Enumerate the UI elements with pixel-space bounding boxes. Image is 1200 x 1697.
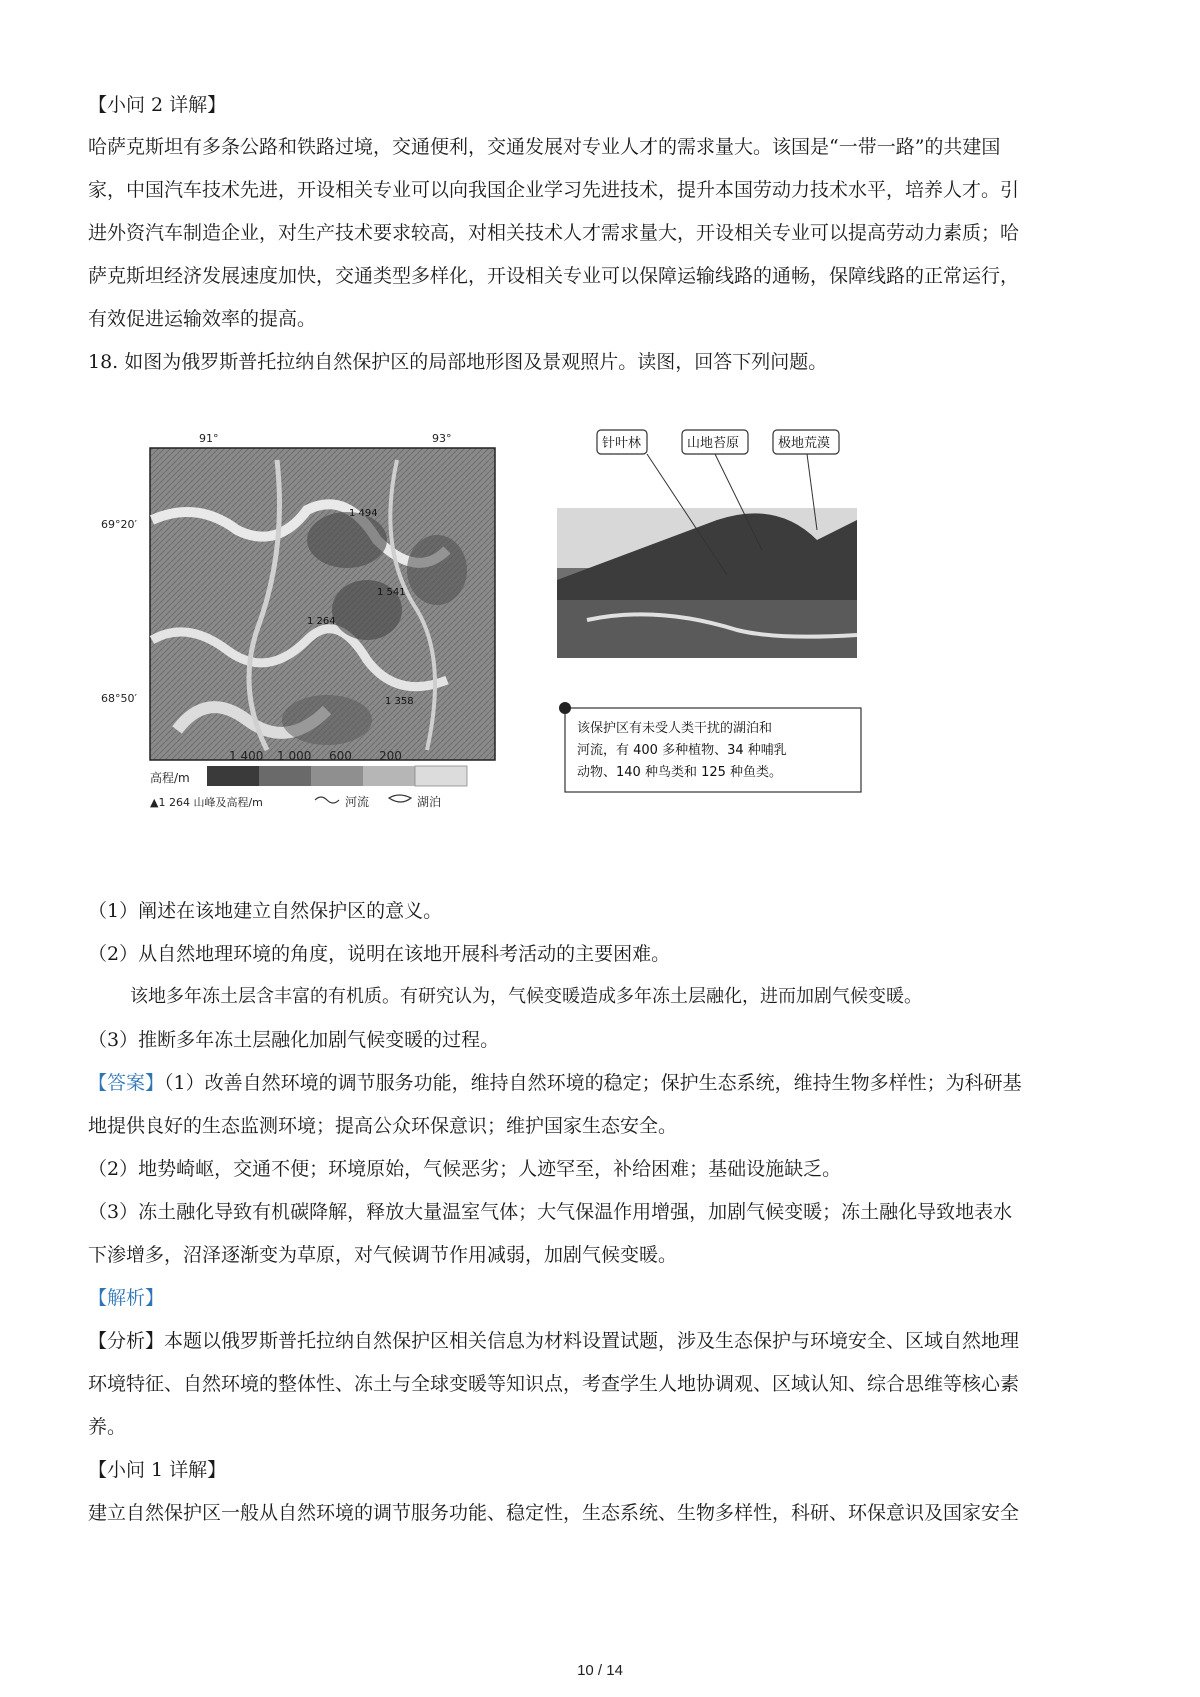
fenxi-tag: 【分析】 — [88, 1330, 165, 1352]
photo-label-polar-desert: 极地荒漠 — [778, 436, 831, 451]
figure-svg — [101, 430, 917, 870]
legend-swatch — [415, 766, 467, 786]
question-3: （3）推断多年冻土层融化加剧气候变暖的过程。 — [88, 1029, 500, 1051]
longitude-label: 93° — [432, 432, 452, 445]
latitude-label: 69°20′ — [101, 518, 137, 531]
question-1: （1）阐述在该地建立自然保护区的意义。 — [88, 900, 443, 922]
photo-label-tundra: 山地苔原 — [687, 436, 740, 451]
photo-label-conifer: 针叶林 — [602, 436, 642, 451]
legend-river-label: 河流 — [345, 795, 370, 809]
peak-elevation-label: 1 264 — [307, 616, 336, 627]
legend-value: 1 400 — [229, 749, 264, 763]
peak-area — [407, 535, 467, 605]
analysis-line: 建立自然保护区一般从自然环境的调节服务功能、稳定性，生态系统、生物多样性，科研、环保意识及国家安全 — [88, 1502, 1020, 1524]
peak-elevation-label: 1 541 — [377, 587, 406, 598]
legend-value: 1 000 — [277, 749, 312, 763]
paragraph-line: 萨克斯坦经济发展速度加快，交通类型多样化，开设相关专业可以保障运输线路的通畅，保障线路的正常运行， — [88, 265, 1020, 287]
legend-value: 200 — [379, 749, 402, 763]
subquestion-2-heading: 【小问 2 详解】 — [88, 94, 227, 116]
subquestion-1-heading: 【小问 1 详解】 — [88, 1459, 227, 1481]
caption-line: 该保护区有未受人类干扰的湖泊和 — [577, 721, 773, 736]
caption-line: 动物、140 种鸟类和 125 种鱼类。 — [577, 765, 783, 780]
legend-swatch — [259, 766, 311, 786]
analysis-line — [88, 1328, 1128, 1354]
peak-elevation-label: 1 494 — [349, 508, 378, 519]
answer-line: （3）冻土融化导致有机碳降解，释放大量温室气体；大气保温作用增强，加剧气候变暖；冻土融化导致地表水 — [88, 1201, 1013, 1223]
river-legend-icon — [315, 797, 339, 803]
answer-line — [88, 1070, 1128, 1096]
analysis-tag: 【解析】 — [88, 1287, 165, 1309]
legend-peak-label: ▲1 264 山峰及高程/m — [150, 796, 263, 809]
paragraph-line: 进外资汽车制造企业，对生产技术要求较高，对相关技术人才需求量大，开设相关专业可以提高劳动力素质；哈 — [88, 222, 1020, 244]
legend-swatch — [311, 766, 363, 786]
caption-line: 河流，有 400 多种植物、34 种哺乳 — [577, 743, 787, 758]
lake-legend-icon — [389, 795, 411, 802]
latitude-label: 68°50′ — [101, 692, 137, 705]
question-2: （2）从自然地理环境的角度，说明在该地开展科考活动的主要困难。 — [88, 943, 671, 965]
page-number: 10 / 14 — [577, 1662, 623, 1679]
photo-lake — [557, 600, 857, 658]
legend-value: 600 — [329, 749, 352, 763]
paragraph-line: 家，中国汽车技术先进，开设相关专业可以向我国企业学习先进技术，提升本国劳动力技术水平，培养人才。引 — [88, 179, 1020, 201]
answer-line: 下渗增多，沼泽逐渐变为草原，对气候调节作用减弱，加剧气候变暖。 — [88, 1244, 678, 1266]
peak-elevation-label: 1 358 — [385, 696, 414, 707]
legend-lake-label: 湖泊 — [417, 795, 442, 809]
landscape-photo — [557, 430, 861, 792]
paragraph-line: 哈萨克斯坦有多条公路和铁路过境，交通便利，交通发展对专业人才的需求量大。该国是“一带一路”的共建国 — [88, 136, 1001, 158]
longitude-label: 91° — [199, 432, 219, 445]
peak-area — [307, 512, 387, 568]
answer-line: （2）地势崎岖，交通不便；环境原始，气候恶劣；人迹罕至，补给困难；基础设施缺乏。 — [88, 1158, 842, 1180]
question-figure — [101, 430, 917, 870]
legend-swatch — [363, 766, 415, 786]
analysis-line: 养。 — [88, 1416, 127, 1438]
analysis-text: 本题以俄罗斯普托拉纳自然保护区相关信息为材料设置试题，涉及生态保护与环境安全、区域自然地理 — [164, 1330, 1020, 1352]
answer-line: 地提供良好的生态监测环境；提高公众环保意识；维护国家生态安全。 — [88, 1115, 678, 1137]
paragraph-line: 有效促进运输效率的提高。 — [88, 308, 317, 330]
legend-swatch — [207, 766, 259, 786]
material-text: 该地多年冻土层含丰富的有机质。有研究认为，气候变暖造成多年冻土层融化，进而加剧气候变暖。 — [130, 986, 922, 1007]
answer-tag: 【答案】 — [88, 1072, 165, 1094]
bullet-icon — [559, 702, 571, 714]
legend-title: 高程/m — [150, 771, 190, 785]
analysis-line: 环境特征、自然环境的整体性、冻土与全球变暖等知识点，考查学生人地协调观、区域认知、综合思维等核心素 — [88, 1373, 1020, 1395]
answer-text: （1）改善自然环境的调节服务功能，维持自然环境的稳定；保护生态系统，维持生物多样性；为科研基 — [164, 1072, 1022, 1094]
topographic-map — [101, 432, 495, 809]
question-18-stem: 18. 如图为俄罗斯普托拉纳自然保护区的局部地形图及景观照片。读图，回答下列问题。 — [88, 351, 828, 373]
peak-area — [282, 695, 372, 745]
